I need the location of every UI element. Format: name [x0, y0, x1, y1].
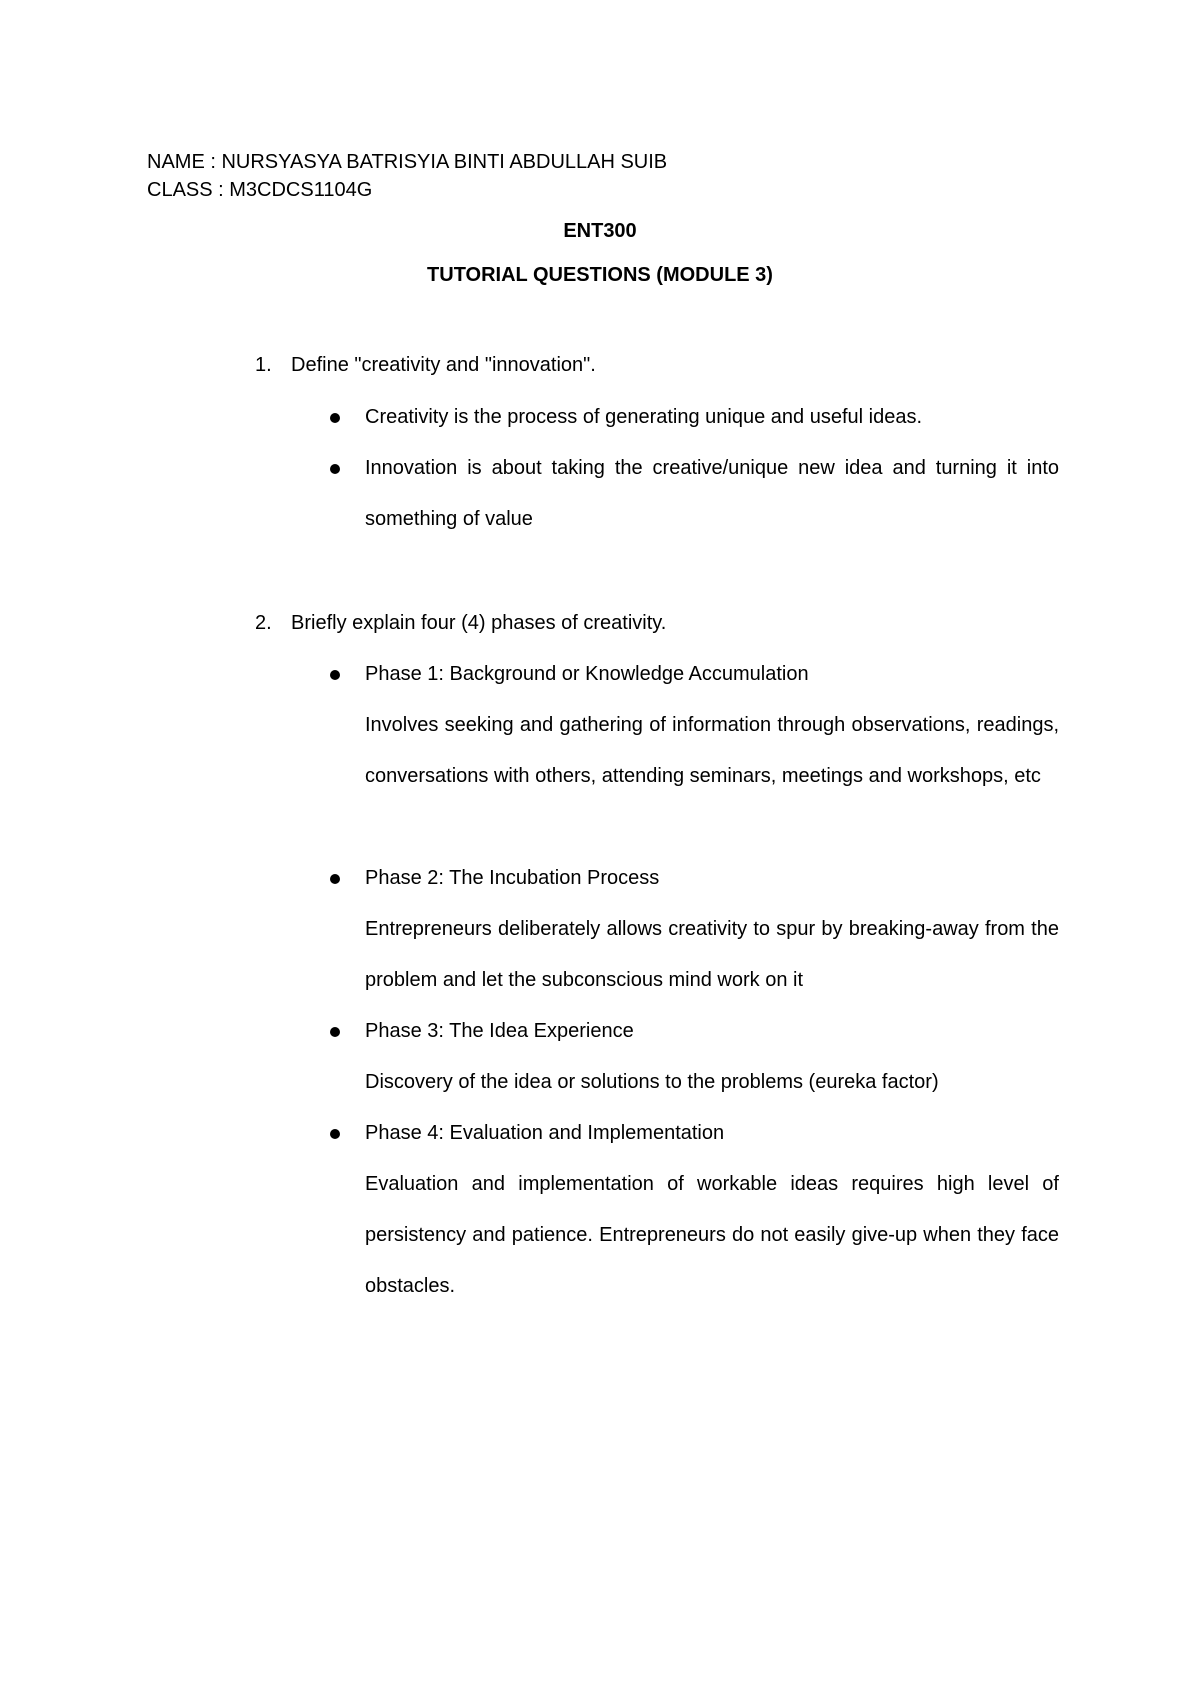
list-item — [330, 853, 1059, 1006]
list-item — [330, 1108, 1059, 1312]
course-code: ENT300 — [563, 220, 637, 242]
student-name: NAME : NURSYASYA BATRISYIA BINTI ABDULLAH SUIB — [147, 151, 668, 173]
phase-description: Entrepreneurs deliberately allows creativity to spur by breaking-away from the problem and let the subconscious mind work on it — [365, 918, 1059, 991]
phase-title: Phase 2: The Incubation Process — [365, 867, 660, 889]
phase-description: Evaluation and implementation of workable ideas requires high level of persistency and patience. Entrepreneurs do not easily give-up when they face obstacles. — [365, 1173, 1059, 1297]
question-number: 1. — [255, 354, 272, 376]
list-item — [330, 392, 1059, 443]
answer-text: Innovation is about taking the creative/unique new idea and turning it into something of value — [365, 457, 1059, 530]
phase-title: Phase 1: Background or Knowledge Accumulation — [365, 663, 809, 685]
phase-description: Discovery of the idea or solutions to the problems (eureka factor) — [365, 1071, 939, 1093]
phase-description: Involves seeking and gathering of information through observations, readings, conversations with others, attending seminars, meetings and workshops, etc — [365, 714, 1059, 787]
bullet-icon — [330, 874, 340, 884]
bullet-icon — [330, 464, 340, 474]
bullet-icon — [330, 670, 340, 680]
bullet-icon — [330, 1129, 340, 1139]
student-info — [147, 148, 667, 204]
list-item — [330, 649, 1059, 802]
list-item — [330, 1006, 1059, 1108]
answer-text: Creativity is the process of generating unique and useful ideas. — [365, 406, 923, 428]
question-2 — [255, 610, 666, 636]
phase-title: Phase 3: The Idea Experience — [365, 1020, 634, 1042]
bullet-icon — [330, 1027, 340, 1037]
bullet-icon — [330, 413, 340, 423]
question-1 — [255, 352, 596, 378]
phase-title: Phase 4: Evaluation and Implementation — [365, 1122, 725, 1144]
question-text: Define "creativity and "innovation". — [291, 354, 596, 376]
list-item — [330, 443, 1059, 545]
document-title: TUTORIAL QUESTIONS (MODULE 3) — [427, 264, 773, 286]
question-text: Briefly explain four (4) phases of creativity. — [291, 612, 667, 634]
student-class: CLASS : M3CDCS1104G — [147, 179, 373, 201]
question-number: 2. — [255, 612, 272, 634]
